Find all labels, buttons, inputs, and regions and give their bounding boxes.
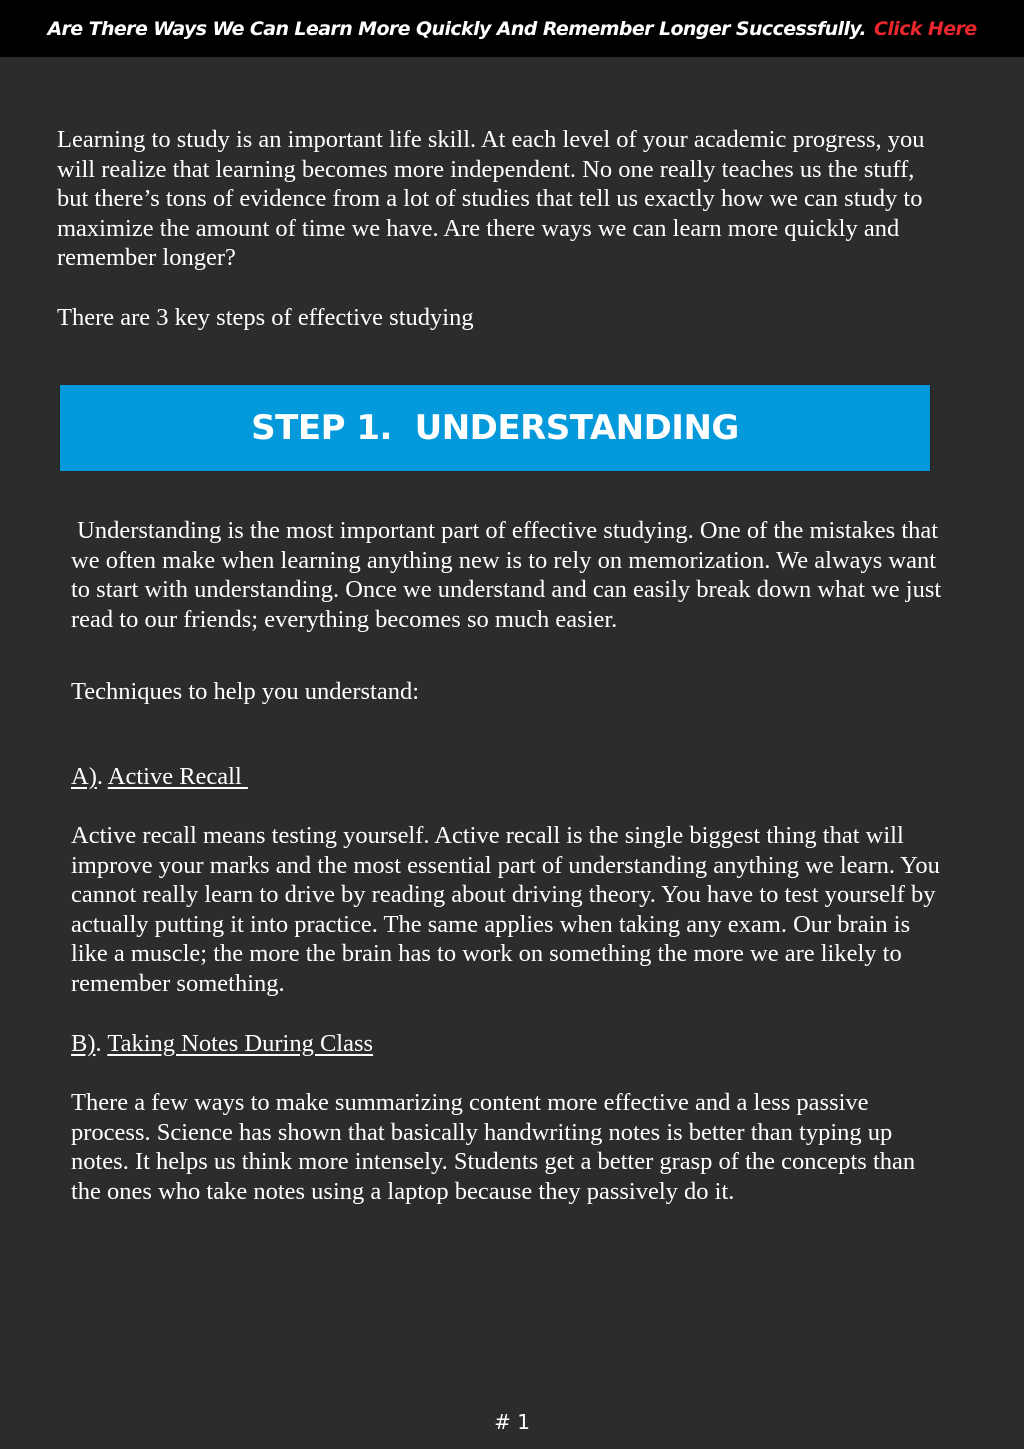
page-number: # 1: [494, 1410, 530, 1434]
technique-b-paragraph: There a few ways to make summarizing content more effective and a less passive process. Science has shown that basically handwriting notes is better than typing up notes. It helps us think more intensely. Students get a better grasp of the concepts than the ones who take notes using a laptop because they passively do it.: [71, 1089, 916, 1205]
technique-b-heading: [71, 1029, 951, 1059]
intro-paragraph: Learning to study is an important life skill. At each level of your academic progress, you will realize that learning becomes more independent. No one really teaches us the stuff, but there’s tons of evidence from a lot of studies that tell us exactly how we can study to maximize the amount of time we have. Are there ways we can learn more quickly and remember longer?: [57, 126, 925, 272]
technique-b-letter: B): [71, 1030, 96, 1057]
technique-a-paragraph: Active recall means testing yourself. Active recall is the single biggest thing that will improve your marks and the most essential part of understanding anything we learn. You cannot really learn to drive by reading about driving theory. You have to test yourself by actually putting it into practice. The same applies when taking any exam. Our brain is like a muscle; the more the brain has to work on something the more we are likely to remember something.: [71, 822, 940, 997]
banner-text: Are There Ways We Can Learn More Quickly And Remember Longer Successfully.: [47, 17, 867, 40]
technique-a-heading: [71, 762, 951, 792]
technique-b-separator: .: [95, 1030, 108, 1057]
understanding-paragraph: Understanding is the most important part of effective studying. One of the mistakes that we often make when learning anything new is to rely on memorization. We always want to start with understanding. Once we understand and can easily break down what we just read to our friends; everything becomes so much easier.: [71, 517, 948, 633]
steps-intro-line: There are 3 key steps of effective studying: [57, 304, 474, 331]
click-here-link[interactable]: Click Here: [874, 17, 977, 40]
technique-a-title: Active Recall: [107, 763, 248, 790]
technique-a-separator: .: [96, 763, 108, 790]
step-1-banner: [60, 385, 930, 471]
step-1-title: STEP 1. UNDERSTANDING: [251, 408, 739, 448]
techniques-label: Techniques to help you understand:: [71, 678, 420, 705]
technique-a-letter: A): [71, 763, 97, 790]
technique-b-title: Taking Notes During Class: [107, 1030, 374, 1057]
top-banner: [0, 0, 1024, 57]
